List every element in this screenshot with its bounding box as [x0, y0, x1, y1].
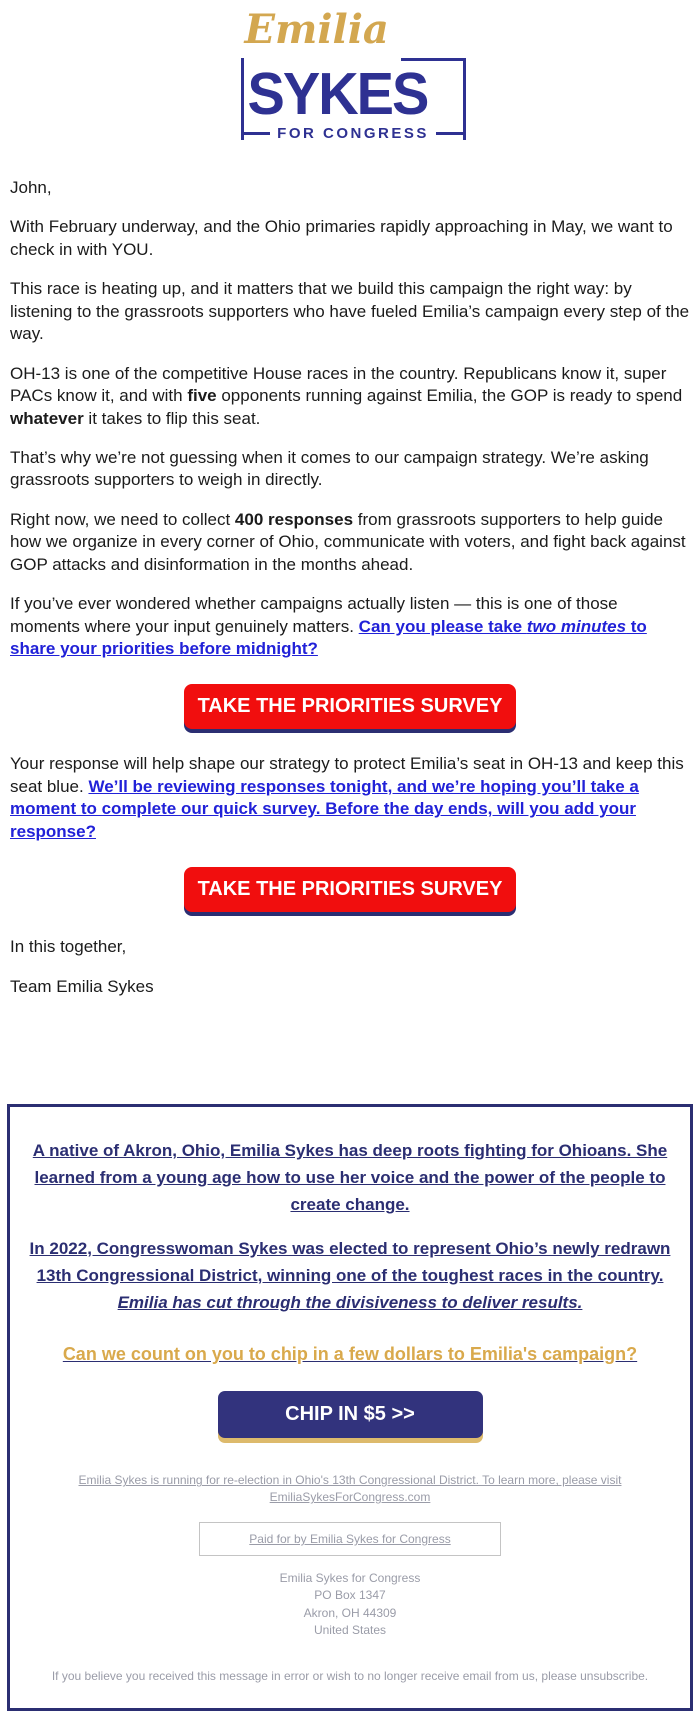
signoff-line-2: Team Emilia Sykes: [10, 976, 154, 996]
paragraph-february: With February underway, and the Ohio primaries rapidly approaching in May, we want to check in with YOU.: [10, 217, 673, 259]
take-survey-button-1[interactable]: TAKE THE PRIORITIES SURVEY: [184, 684, 516, 729]
address-line-city: Akron, OH 44309: [303, 1605, 397, 1620]
paragraph-wondered: [10, 593, 690, 660]
logo-tagline-row: [241, 125, 466, 142]
paragraph-strategy: That’s why we’re not guessing when it comes to our campaign strategy. We’re asking grassroots supporters to weigh in directly.: [10, 447, 649, 490]
bio-link-native[interactable]: A native of Akron, Ohio, Emilia Sykes has deep roots fighting for Ohioans. She learned from a young age how to use her voice and the power of the people to create change.: [32, 1141, 668, 1215]
logo-frame: [241, 58, 466, 140]
address-line-po-box: PO Box 1347: [314, 1588, 386, 1603]
text-segment: In 2022, Congresswoman Sykes was elected to represent Ohio’s newly redrawn 13th Congressional District, winning one of the toughest races in the country.: [29, 1238, 671, 1285]
paragraph-oh13: [10, 363, 690, 430]
inline-link[interactable]: to share your priorities before midnight?: [10, 616, 647, 658]
paragraph-race: This race is heating up, and it matters that we build this campaign the right way: by listening to the grassroots supporters who have fueled Emilia’s campaign every step of the way.: [10, 279, 690, 344]
text-segment: it takes to flip this seat.: [83, 408, 261, 428]
logo-script-text: Emilia: [244, 6, 389, 53]
text-segment: whatever: [10, 408, 84, 428]
text-segment: Right now, we need to collect: [10, 509, 235, 529]
signoff-line-1: In this together,: [10, 937, 127, 957]
text-segment: opponents running against Emilia, the GOP is ready to spend: [216, 386, 683, 406]
email-content: [0, 177, 700, 998]
text-segment: from grassroots supporters to help guide how we organize in every corner of Ohio, communicate with voters, and fight back against GOP attacks and disinformation in the months ahead.: [10, 509, 686, 574]
chip-in-link[interactable]: Can we count on you to chip in a few dollars to Emilia's campaign?: [62, 1344, 638, 1365]
logo-tagline: FOR CONGRESS: [277, 125, 429, 142]
paid-for-box: [199, 1522, 501, 1556]
text-segment: OH-13 is one of the competitive House races in the country. Republicans know it, super PACs know it, and with: [10, 363, 667, 406]
campaign-logo: [233, 6, 468, 147]
inline-link[interactable]: two minutes: [526, 616, 627, 636]
text-segment: five: [187, 386, 217, 406]
paid-for-link[interactable]: Paid for by Emilia Sykes for Congress: [249, 1531, 451, 1546]
paragraph-responses: [10, 509, 690, 576]
logo-wordmark: SYKES: [247, 59, 428, 127]
greeting: John,: [10, 178, 52, 197]
address-line-org: Emilia Sykes for Congress: [279, 1570, 421, 1585]
logo-rule-left: [241, 132, 271, 135]
inline-link[interactable]: Can you please take: [358, 616, 527, 636]
inline-link[interactable]: We’ll be reviewing responses tonight, and we’re hoping you’ll take a moment to complete our quick survey. Before the day ends, will you add your response?: [10, 776, 639, 841]
text-segment: 400 responses: [234, 509, 354, 529]
paragraph-response-shape: [10, 753, 690, 843]
reelection-disclaimer-link[interactable]: Emilia Sykes is running for re-election in Ohio's 13th Congressional District. To learn more, please visit EmiliaSykesForCongress.com: [78, 1473, 622, 1505]
text-segment: Emilia has cut through the divisiveness to deliver results.: [117, 1293, 583, 1312]
text-segment: If you’ve ever wondered whether campaigns actually listen — this is one of those moments where your input genuinely matters.: [10, 594, 618, 636]
unsubscribe-notice: If you believe you received this message in error or wish to no longer receive email from us, please unsubscribe.: [51, 1668, 649, 1683]
text-segment: Your response will help shape our strategy to protect Emilia’s seat in OH-13 and keep this seat blue.: [10, 754, 684, 796]
address-line-country: United States: [313, 1623, 387, 1638]
footer-box: [7, 1104, 693, 1711]
email-body: [0, 6, 700, 1723]
chip-in-button[interactable]: CHIP IN $5 >>: [218, 1391, 483, 1438]
bio-link-2022[interactable]: [24, 1235, 676, 1317]
logo-rule-right: [436, 132, 466, 135]
mailing-address: [24, 1570, 676, 1640]
take-survey-button-2[interactable]: TAKE THE PRIORITIES SURVEY: [184, 867, 516, 912]
